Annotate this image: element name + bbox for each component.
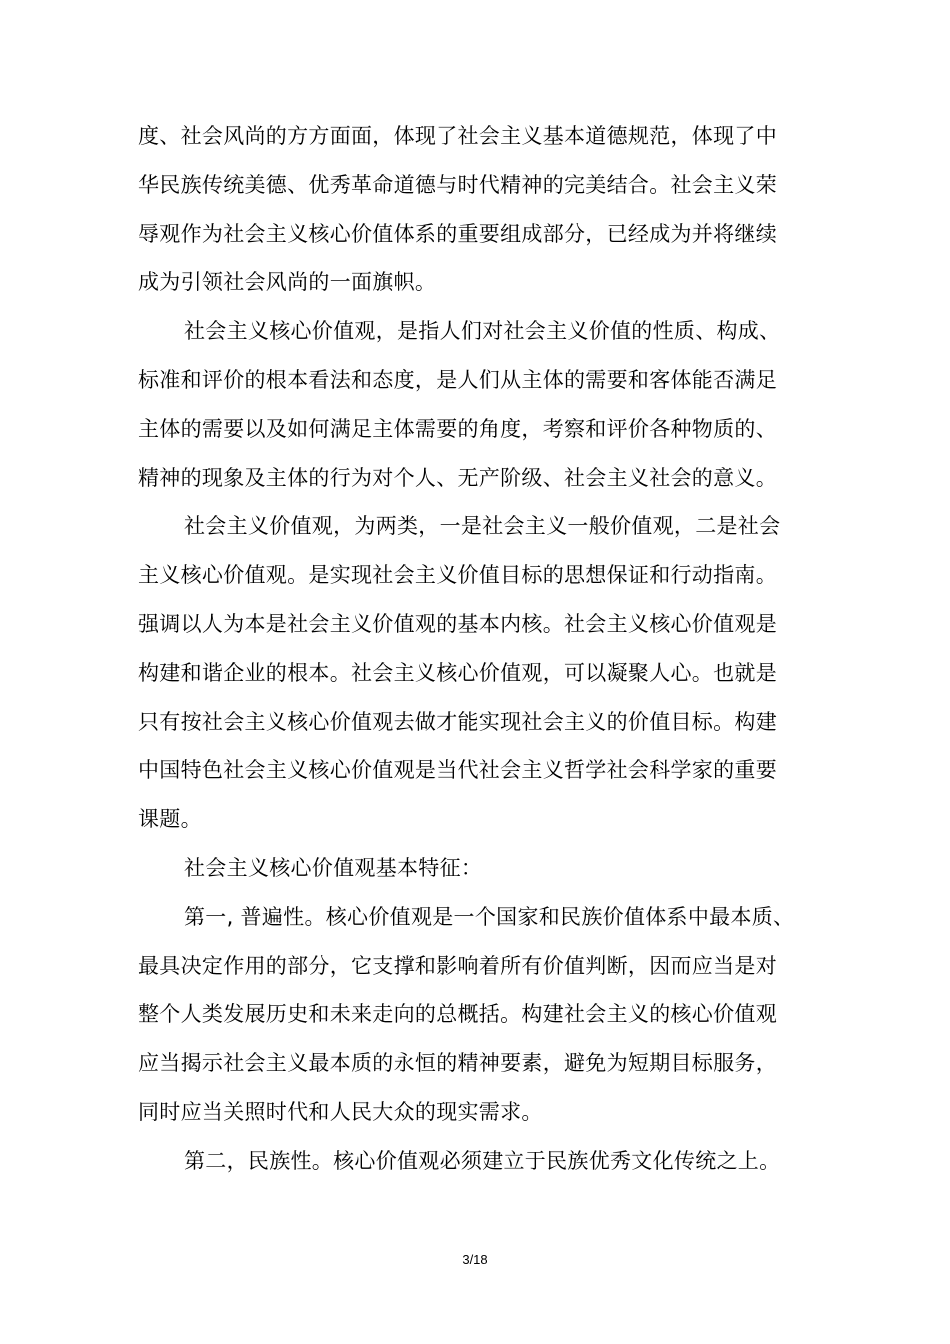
text-line: 只有按社会主义核心价值观去做才能实现社会主义的价值目标。构建 <box>138 709 777 734</box>
text-line: 精神的现象及主体的行为对个人、无产阶级、社会主义社会的意义。 <box>138 465 777 490</box>
body-text <box>138 112 814 1186</box>
text-line: 华民族传统美德、优秀革命道德与时代精神的完美结合。社会主义荣 <box>138 172 777 197</box>
text-line: 主体的需要以及如何满足主体需要的角度，考察和评价各种物质的、 <box>138 416 777 441</box>
text-line: 整个人类发展历史和未来走向的总概括。构建社会主义的核心价值观 <box>138 1002 777 1027</box>
text-line: 成为引领社会风尚的一面旗帜。 <box>138 270 437 295</box>
page-number: 3/18 <box>462 1252 488 1267</box>
text-line: 构建和谐企业的根本。社会主义核心价值观，可以凝聚人心。也就是 <box>138 660 777 685</box>
text-line: 第一, 普遍性。核心价值观是一个国家和民族价值体系中最本质、 <box>184 904 795 929</box>
text-line: 社会主义价值观，为两类，一是社会主义一般价值观，二是社会 <box>184 514 781 539</box>
text-line: 最具决定作用的部分，它支撑和影响着所有价值判断，因而应当是对 <box>138 953 777 978</box>
text-line: 同时应当关照时代和人民大众的现实需求。 <box>138 1099 543 1124</box>
text-line: 中国特色社会主义核心价值观是当代社会主义哲学社会科学家的重要 <box>138 758 777 783</box>
text-line: 第二，民族性。核心价值观必须建立于民族优秀文化传统之上。 <box>184 1148 781 1173</box>
text-line: 主义核心价值观。是实现社会主义价值目标的思想保证和行动指南。 <box>138 563 777 588</box>
text-line: 辱观作为社会主义核心价值体系的重要组成部分，已经成为并将继续 <box>138 221 777 246</box>
text-line: 应当揭示社会主义最本质的永恒的精神要素，避免为短期目标服务， <box>138 1051 777 1076</box>
text-line: 强调以人为本是社会主义价值观的基本内核。社会主义核心价值观是 <box>138 611 777 636</box>
text-line: 度、社会风尚的方方面面，体现了社会主义基本道德规范，体现了中 <box>138 124 777 148</box>
text-line: 标准和评价的根本看法和态度，是人们从主体的需要和客体能否满足 <box>138 367 777 392</box>
text-line: 社会主义核心价值观，是指人们对社会主义价值的性质、构成、 <box>184 319 781 344</box>
text-line: 社会主义核心价值观基本特征： <box>184 855 483 880</box>
text-line: 课题。 <box>138 807 202 832</box>
